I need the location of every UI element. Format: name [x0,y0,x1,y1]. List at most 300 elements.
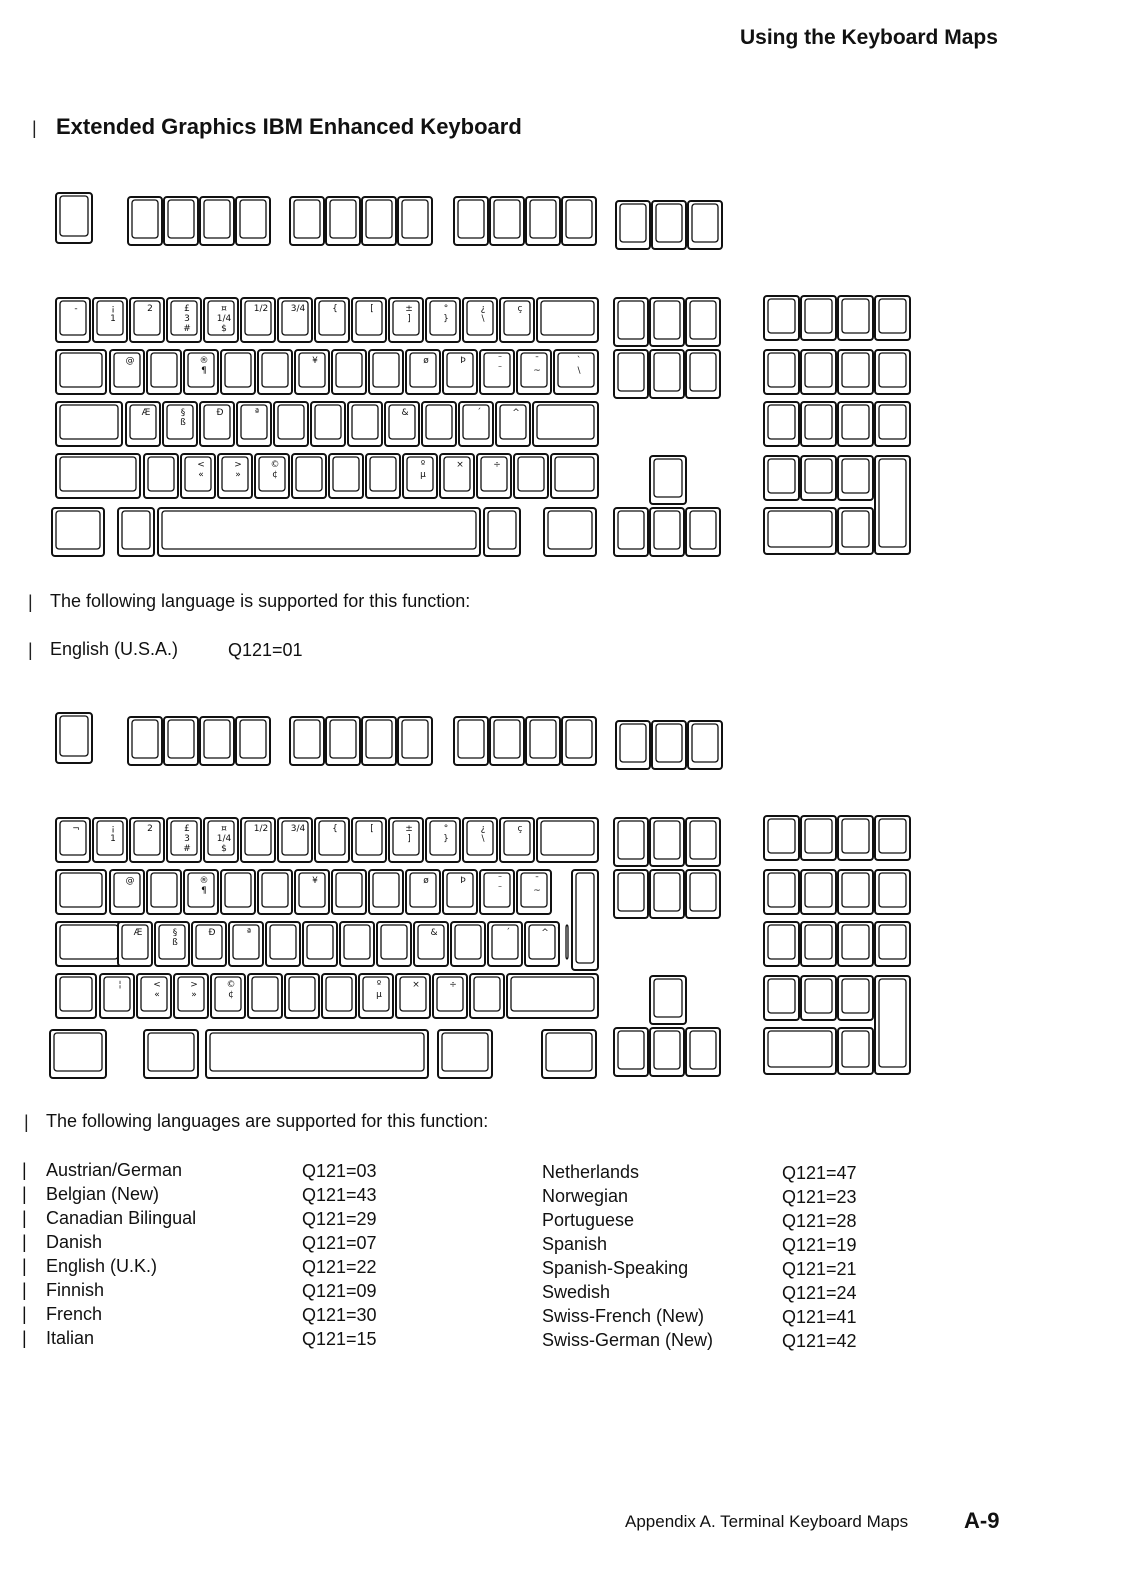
keyboard-key [764,456,799,500]
keyboard-key [838,816,873,860]
language-code: Q121=09 [302,1281,377,1301]
keyboard-key [454,717,488,765]
keyboard-key [838,350,873,394]
key-glyph: 3 [184,314,190,324]
keyboard-key [838,976,873,1020]
language-code: Q121=24 [782,1283,857,1303]
keyboard-key [650,818,684,866]
key-glyph: Æ [141,408,151,418]
keyboard-key [237,402,271,446]
key-glyph: Ð [208,928,216,938]
key-glyph: ¡ [111,824,115,834]
keyboard-key [218,454,252,498]
change-bar: | [22,1304,27,1324]
change-bar: | [22,1184,27,1204]
keyboard-key [650,976,686,1024]
keyboard-key [255,454,289,498]
language-name: Swiss-German (New) [542,1330,714,1350]
key-glyph: µ [376,990,382,1000]
keyboard-key [614,818,648,866]
keyboard-key [838,1028,873,1074]
key-glyph: « [198,470,204,480]
keyboard-key [554,350,598,394]
key-glyph: ^ [541,928,549,938]
key-glyph: 1/4 [216,834,232,844]
keyboard-key [164,197,198,245]
keyboard-key [542,1030,596,1078]
keyboard-key [241,298,275,342]
keyboard-key [130,298,164,342]
key-glyph: ± [405,304,413,314]
keyboard-key [526,197,560,245]
key-glyph: ¨ [497,356,503,366]
key-glyph: × [412,980,420,990]
language-code: Q121=07 [302,1233,377,1253]
key-glyph: [ [370,304,374,314]
keyboard-key [801,350,836,394]
change-bar: | [24,1112,29,1132]
keyboard-key [551,454,598,498]
keyboard-key [614,508,648,556]
keyboard-key [164,717,198,765]
keyboard-key [686,818,720,866]
keyboard-key [451,922,485,966]
key-glyph: \ [577,366,581,376]
key-glyph: ¯ [534,876,540,886]
keyboard-key [118,922,152,966]
keyboard-key [490,197,524,245]
keyboard-key [292,454,326,498]
key-glyph: [ [370,824,374,834]
keyboard-key [130,818,164,862]
key-glyph: ¨ [497,876,503,886]
keyboard-key [650,870,684,918]
keyboard-key [56,402,122,446]
keyboard-key [406,870,440,914]
language-name: Spanish-Speaking [542,1258,689,1278]
keyboard-key [875,816,910,860]
key-glyph: £ [184,824,190,834]
keyboard-key [52,508,104,556]
key-glyph: ¤ [221,304,227,314]
keyboard-key [352,818,386,862]
language-name: Netherlands [542,1162,640,1182]
keyboard-key [326,197,360,245]
key-glyph: ` [576,356,582,366]
keyboard-key [614,870,648,918]
keyboard-key [110,350,144,394]
keyboard-key [517,350,551,394]
key-glyph: ¨ [497,886,503,896]
key-glyph: ~ [533,886,541,896]
change-bar: | [32,118,37,138]
key-glyph: 1/2 [253,304,269,314]
key-glyph: ¶ [201,886,207,896]
keyboard-key [764,402,799,446]
key-glyph: 1 [110,834,116,844]
keyboard-key [544,508,596,556]
key-glyph: ® [199,356,209,366]
language-name: Swedish [542,1282,611,1302]
key-glyph: 1/4 [216,314,232,324]
language-name: Swiss-French (New) [542,1306,705,1326]
keyboard-key [764,816,799,860]
keyboard-key [514,454,548,498]
keyboard-key [480,350,514,394]
change-bar: | [22,1232,27,1252]
key-glyph: © [226,980,236,990]
keyboard-key [688,721,722,769]
key-glyph: 1/2 [253,824,269,834]
keyboard-key [128,717,162,765]
key-glyph: < [153,980,161,990]
key-glyph: ¬ [72,824,80,834]
keyboard-key [200,717,234,765]
key-glyph: ° [443,824,449,834]
keyboard-key [377,922,411,966]
language-code: Q121=19 [782,1235,857,1255]
keyboard-key [332,350,366,394]
keyboard-key [875,296,910,340]
keyboard-key [110,870,144,914]
key-glyph: 3/4 [290,304,306,314]
language-code: Q121=15 [302,1329,377,1349]
keyboard-key [389,818,423,862]
keyboard-key [184,870,218,914]
keyboard-key [56,974,96,1018]
change-bar: | [22,1256,27,1276]
keyboard-key [459,402,493,446]
keyboard-key [562,197,596,245]
keyboard-key [875,976,910,1074]
keyboard-key [200,197,234,245]
key-glyph: ª [246,928,252,938]
key-glyph: ± [405,824,413,834]
keyboard-key [311,402,345,446]
key-glyph: ¡ [111,304,115,314]
key-glyph: ¯ [534,356,540,366]
keyboard-key [484,508,520,556]
keyboard-key [359,974,393,1018]
keyboard-key [56,298,90,342]
key-glyph: ß [180,418,186,428]
language-name: Norwegian [542,1186,629,1206]
keyboard-key [362,197,396,245]
key-glyph: ] [407,834,411,844]
key-glyph: ¶ [201,366,207,376]
keyboard-key [278,298,312,342]
keyboard-key [490,717,524,765]
key-glyph: ~ [533,366,541,376]
keyboard-key [181,454,215,498]
keyboard-key [764,922,799,966]
keyboard-key [562,717,596,765]
keyboard-key [533,402,598,446]
keyboard-key [184,350,218,394]
keyboard-key [526,717,560,765]
language-code: Q121=28 [782,1211,857,1231]
keyboard-key [801,296,836,340]
language-code: Q121=21 [782,1259,857,1279]
keyboard-key [838,870,873,914]
key-glyph: ´ [476,408,482,418]
key-glyph: » [191,990,197,1000]
change-bar: | [22,1280,27,1300]
keyboard-key [801,976,836,1020]
keyboard-key [477,454,511,498]
key-glyph: ø [423,876,429,886]
keyboard-key [56,454,140,498]
keyboard-key [616,721,650,769]
keyboard-key [838,922,873,966]
keyboard-key [362,717,396,765]
change-bar: | [22,1208,27,1228]
keyboard-key [433,974,467,1018]
keyboard-key [403,454,437,498]
keyboard-key [369,870,403,914]
key-glyph: ´ [505,928,511,938]
keyboard-key [686,508,720,556]
keyboard-key [266,922,300,966]
keyboard-key [616,201,650,249]
keyboard-key [248,974,282,1018]
keyboard-key [128,197,162,245]
key-glyph: ¥ [312,876,318,886]
language-code: Q121=03 [302,1161,377,1181]
keyboard-key [614,350,648,398]
key-glyph: & [430,928,438,938]
keyboard-key [443,350,477,394]
keyboard-key [147,870,181,914]
keyboard-key [500,818,534,862]
supported-language-intro: The following language is supported for this function: [50,591,471,611]
language-code: Q121=30 [302,1305,377,1325]
keyboard-key [236,197,270,245]
key-glyph: ] [407,314,411,324]
keyboard-key [295,870,329,914]
key-glyph: ¨ [497,366,503,376]
keyboard-key [56,922,122,966]
keyboard-key [241,818,275,862]
keyboard-key [801,922,836,966]
keyboard-key [56,193,92,243]
keyboard-key [192,922,226,966]
language-code: Q121=42 [782,1331,857,1351]
keyboard-key [385,402,419,446]
keyboard-key [137,974,171,1018]
keyboard-key [838,296,873,340]
keyboard-key [500,298,534,342]
keyboard-key [348,402,382,446]
keyboard-key [480,870,514,914]
running-head: Using the Keyboard Maps [740,26,998,49]
footer-text: Appendix A. Terminal Keyboard Maps [625,1512,909,1531]
language-name: Canadian Bilingual [46,1208,197,1228]
key-glyph: > [190,980,198,990]
keyboard-key [366,454,400,498]
keyboard-key [167,818,201,862]
keyboard-key [525,922,559,966]
language-name: Portuguese [542,1210,635,1230]
keyboard-key [167,298,201,342]
keyboard-key [50,1030,106,1078]
key-glyph: © [270,460,280,470]
keyboard-key [158,508,480,556]
keyboard-key [144,454,178,498]
keyboard-key [764,976,799,1020]
keyboard-key [315,818,349,862]
keyboard-key [650,508,684,556]
keyboard-key [200,402,234,446]
key-glyph: ø [423,356,429,366]
keyboard-key [290,717,324,765]
keyboard-key [369,350,403,394]
key-glyph: ¿ [480,824,486,834]
keyboard-key [650,298,684,346]
key-glyph: ª [254,408,260,418]
key-glyph: \ [481,834,485,844]
key-glyph: § [172,928,178,938]
key-glyph: ÷ [449,980,457,990]
keyboard-key [211,974,245,1018]
keyboard-key [801,456,836,500]
language-name: Austrian/German [46,1160,183,1180]
keyboard-key [303,922,337,966]
key-glyph: 3 [184,834,190,844]
keyboard-key [229,922,263,966]
language-name: Italian [46,1328,95,1348]
key-glyph: ¤ [221,824,227,834]
key-glyph: ® [199,876,209,886]
keyboard-key [93,298,127,342]
language-code: Q121=47 [782,1163,857,1183]
key-glyph: @ [125,356,135,366]
change-bar: | [28,640,33,660]
keyboard-key [517,870,551,914]
keyboard-key [389,298,423,342]
key-glyph: × [456,460,464,470]
keyboard-key [488,922,522,966]
keyboard-key [463,298,497,342]
keyboard-key [285,974,319,1018]
keyboard-key [838,508,873,554]
keyboard-key [295,350,329,394]
keyboard-key [56,713,92,763]
change-bar: | [22,1160,27,1180]
keyboard-key [100,974,134,1018]
single-language-name: English (U.S.A.) [50,639,179,659]
keyboard-key [258,870,292,914]
key-glyph: ¿ [480,304,486,314]
keyboard-key [56,870,106,914]
key-glyph: { [332,824,338,834]
keyboard-key [875,402,910,446]
keyboard-key [322,974,356,1018]
keyboard-key [93,818,127,862]
keyboard-key [332,870,366,914]
language-name: Spanish [542,1234,608,1254]
key-glyph: ÷ [493,460,501,470]
keyboard-key [688,201,722,249]
key-glyph: > [234,460,242,470]
keyboard-key [443,870,477,914]
keyboard-key [290,197,324,245]
keyboard-key [572,870,598,970]
keyboard-key [652,721,686,769]
keyboard-key [764,1028,836,1074]
key-glyph: ^ [512,408,520,418]
keyboard-key [470,974,504,1018]
keyboard-key [398,717,432,765]
keyboard-key [204,298,238,342]
keyboard-key [56,818,90,862]
key-glyph: Þ [460,876,466,886]
language-code: Q121=29 [302,1209,377,1229]
keyboard-key [329,454,363,498]
keyboard-key [801,402,836,446]
keyboard-key [221,350,255,394]
keyboard-key [426,818,460,862]
keyboard-key [174,974,208,1018]
keyboard-key [875,870,910,914]
keyboard-key [764,296,799,340]
keyboard-key [652,201,686,249]
keyboard-key [147,350,181,394]
keyboard-key [838,456,873,500]
page-number: A-9 [964,1508,1000,1533]
keyboard-key [801,870,836,914]
keyboard-key [274,402,308,446]
keyboard-key [537,818,598,862]
keyboard-key [155,922,189,966]
keyboard-key [340,922,374,966]
key-glyph: ¢ [228,990,234,1000]
keyboard-key [614,298,648,346]
key-glyph: { [332,304,338,314]
keyboard-key [463,818,497,862]
key-glyph: 2 [147,824,153,834]
keyboard-key [422,402,456,446]
keyboard-key [875,456,910,554]
key-glyph: ¦ [118,980,122,990]
key-glyph: ß [172,938,178,948]
key-glyph: µ [420,470,426,480]
language-code: Q121=23 [782,1187,857,1207]
change-bar: | [22,1328,27,1348]
key-glyph: } [443,834,449,844]
language-name: Finnish [46,1280,105,1300]
keyboard-key [258,350,292,394]
key-glyph: ° [443,304,449,314]
keyboard-key [686,1028,720,1076]
keyboard-key [496,402,530,446]
keyboard-key [438,1030,492,1078]
keyboard-key [406,350,440,394]
key-glyph: ` [556,928,562,938]
keyboard-key [398,197,432,245]
keyboard-key [396,974,430,1018]
keyboard-key [206,1030,428,1078]
keyboard-key [326,717,360,765]
keyboard-key [352,298,386,342]
single-language-code: Q121=01 [228,640,303,660]
language-name: English (U.K.) [46,1256,158,1276]
keyboard-key [221,870,255,914]
key-glyph: º [376,980,382,990]
key-glyph: } [443,314,449,324]
keyboard-key [126,402,160,446]
key-glyph: º [420,460,426,470]
